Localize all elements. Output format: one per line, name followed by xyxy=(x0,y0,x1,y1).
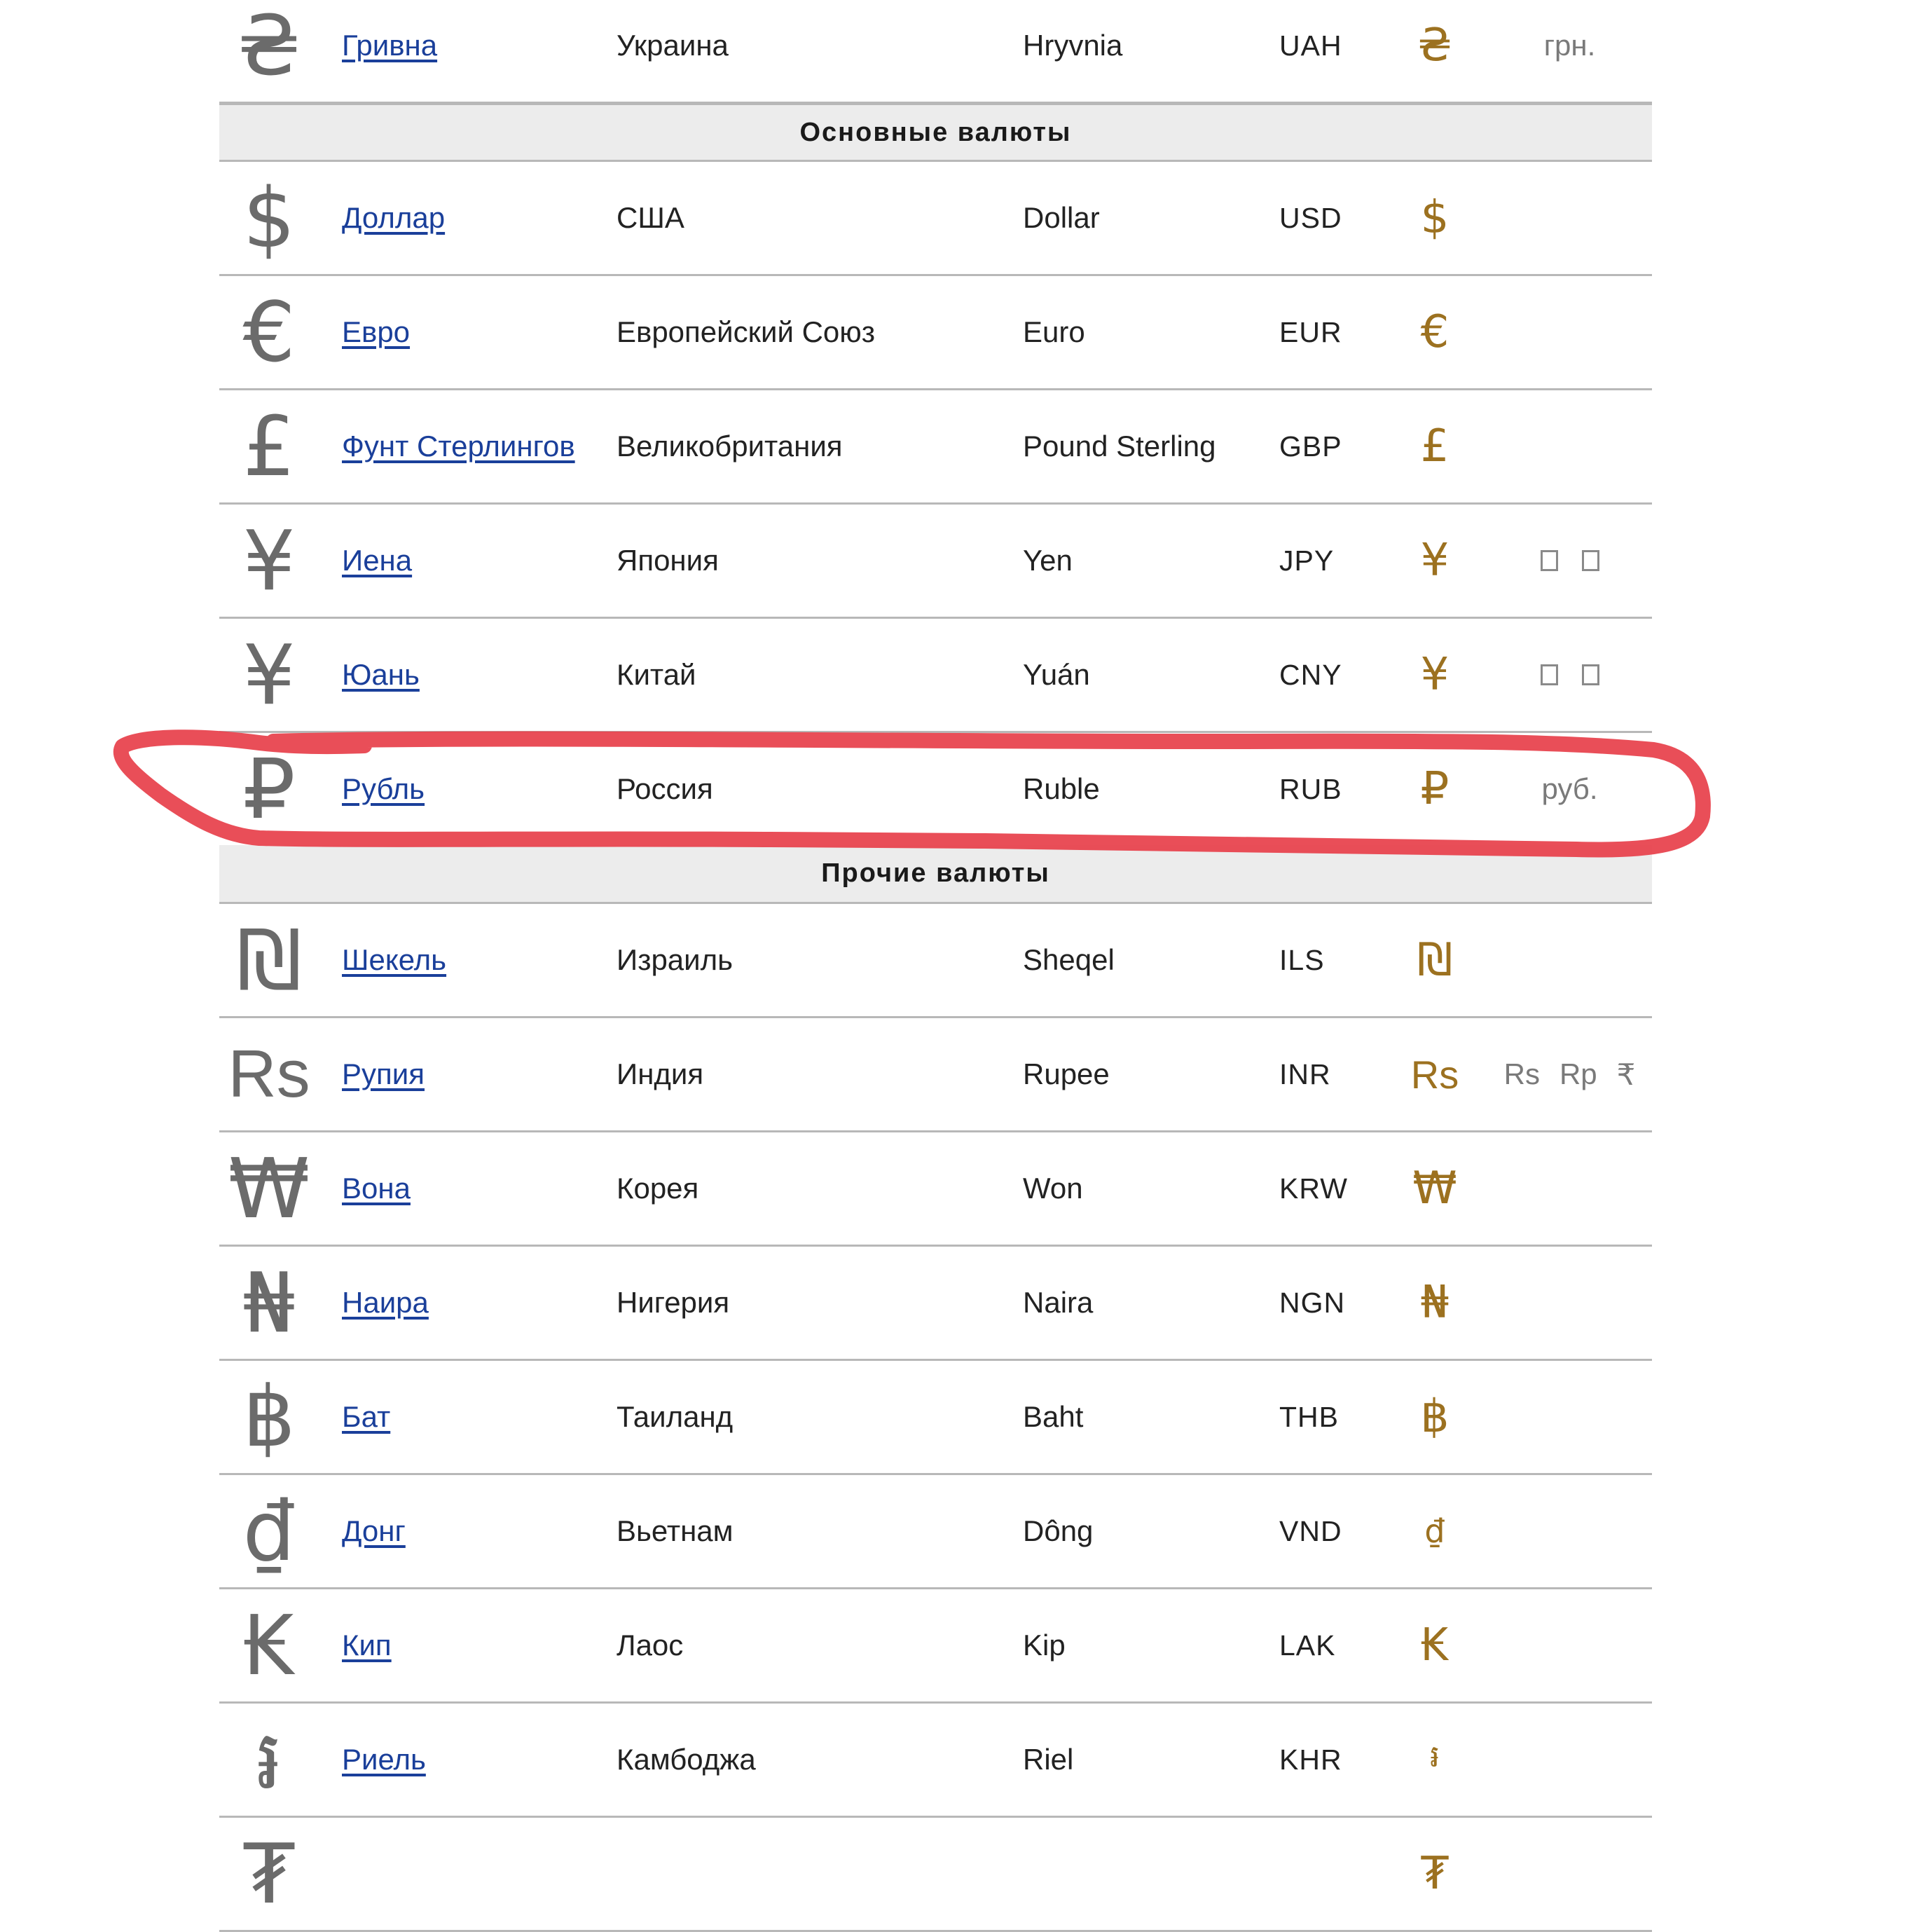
currency-link-dollar[interactable]: Доллар xyxy=(342,201,446,234)
currency-row-uah xyxy=(219,0,1652,104)
currency-country: Камбоджа xyxy=(617,1743,756,1776)
currency-link-rupee[interactable]: Рупия xyxy=(342,1057,425,1090)
currency-link-kip[interactable]: Кип xyxy=(342,1629,392,1662)
currency-english-name: Yuán xyxy=(1023,658,1090,691)
currency-link-riel[interactable]: Риель xyxy=(342,1743,426,1776)
currency-alt-abbreviation: руб. xyxy=(1541,772,1598,805)
missing-glyph-icon xyxy=(1541,664,1558,685)
currency-row-jpy xyxy=(219,505,1652,619)
hryvnia-small-icon: ₴ xyxy=(1417,20,1452,71)
currency-row-rub xyxy=(219,733,1652,847)
currency-iso-code: RUB xyxy=(1279,772,1342,805)
currency-english-name: Dollar xyxy=(1023,201,1100,234)
currency-row-ngn xyxy=(219,1247,1652,1361)
currency-country: Нигерия xyxy=(617,1286,730,1319)
currency-english-name: Riel xyxy=(1023,1743,1074,1776)
currency-english-name: Won xyxy=(1023,1172,1083,1205)
currency-english-name: Rupee xyxy=(1023,1057,1110,1090)
missing-glyph-icon xyxy=(1541,550,1558,571)
currency-iso-code: GBP xyxy=(1279,430,1342,463)
tugrik-small-icon: ₮ xyxy=(1420,1848,1450,1900)
currency-country: Япония xyxy=(617,544,719,577)
currency-english-name: Sheqel xyxy=(1023,943,1115,976)
currency-iso-code: EUR xyxy=(1279,315,1342,348)
yuan-small-icon: ¥ xyxy=(1420,649,1450,701)
currency-country: Индия xyxy=(617,1057,704,1090)
currency-link-yuan[interactable]: Юань xyxy=(342,658,420,691)
won-sign-icon: ₩ xyxy=(228,1140,310,1237)
currency-english-name: Yen xyxy=(1023,544,1073,577)
currency-row-gbp xyxy=(219,390,1652,505)
currency-link-naira[interactable]: Наира xyxy=(342,1286,429,1319)
currency-iso-code: THB xyxy=(1279,1400,1339,1433)
currency-alt-abbreviation xyxy=(1487,1132,1652,1245)
currency-alt-abbreviation: грн. xyxy=(1543,29,1596,62)
won-small-icon: ₩ xyxy=(1412,1163,1457,1214)
pound-small-icon: £ xyxy=(1420,420,1450,472)
ruble-small-icon: ₽ xyxy=(1420,763,1450,815)
dollar-small-icon: $ xyxy=(1420,192,1450,244)
currency-alt-abbreviation xyxy=(1487,1818,1652,1930)
currency-iso-code: NGN xyxy=(1279,1286,1346,1319)
currency-iso-code: USD xyxy=(1279,201,1342,234)
currency-row-inr xyxy=(219,1018,1652,1132)
currency-row-eur xyxy=(219,276,1652,390)
currency-link-hryvnia[interactable]: Гривна xyxy=(342,29,438,62)
currency-iso-code: UAH xyxy=(1279,29,1342,62)
section-header-other-currencies: Прочие валюты xyxy=(219,845,1652,904)
currency-alt-abbreviation xyxy=(1487,390,1652,502)
currency-alt-abbreviation xyxy=(1487,1475,1652,1587)
currency-row-mnt xyxy=(219,1818,1652,1932)
currency-link-baht[interactable]: Бат xyxy=(342,1400,391,1433)
sheqel-small-icon: ₪ xyxy=(1417,934,1453,986)
currency-iso-code: JPY xyxy=(1279,544,1335,577)
yen-sign-icon: ¥ xyxy=(242,512,296,609)
currency-alt-abbreviation xyxy=(1487,1361,1652,1473)
missing-glyph-boxes xyxy=(1487,619,1652,731)
riel-sign-icon: ៛ xyxy=(256,1711,282,1808)
currency-iso-code: LAK xyxy=(1279,1629,1336,1662)
baht-sign-icon: ฿ xyxy=(242,1369,296,1465)
currency-alt-abbreviation xyxy=(1487,276,1652,388)
euro-small-icon: € xyxy=(1420,306,1450,358)
currency-alt-abbreviation xyxy=(1487,1704,1652,1816)
rupee-small-icon: Rs xyxy=(1410,1052,1459,1097)
currency-country: Корея xyxy=(617,1172,699,1205)
rupee-alt-rs: Rs xyxy=(1503,1057,1540,1090)
currency-country: Таиланд xyxy=(617,1400,734,1433)
currency-english-name: Naira xyxy=(1023,1286,1094,1319)
currency-link-dong[interactable]: Донг xyxy=(342,1514,406,1547)
euro-sign-icon: € xyxy=(242,284,296,381)
baht-small-icon: ฿ xyxy=(1420,1391,1450,1443)
missing-glyph-icon xyxy=(1582,550,1599,571)
currency-link-yen[interactable]: Иена xyxy=(342,544,413,577)
sheqel-sign-icon: ₪ xyxy=(236,912,302,1008)
rupee-alt-symbols xyxy=(1487,1018,1652,1130)
currency-iso-code: ILS xyxy=(1279,943,1325,976)
currency-row-ils xyxy=(219,904,1652,1018)
currency-english-name: Pound Sterling xyxy=(1023,430,1216,463)
currency-iso-code: INR xyxy=(1279,1057,1331,1090)
currency-row-khr xyxy=(219,1704,1652,1818)
currency-link-won[interactable]: Вона xyxy=(342,1172,411,1205)
pound-sign-icon: £ xyxy=(242,398,296,495)
currency-iso-code: KRW xyxy=(1279,1172,1348,1205)
currency-iso-code: VND xyxy=(1279,1514,1342,1547)
dollar-sign-icon: $ xyxy=(242,170,296,266)
currency-iso-code: KHR xyxy=(1279,1743,1342,1776)
naira-small-icon: ₦ xyxy=(1420,1277,1450,1329)
currency-english-name: Kip xyxy=(1023,1629,1066,1662)
hryvnia-sign-icon: ₴ xyxy=(237,0,301,94)
currency-row-vnd xyxy=(219,1475,1652,1589)
riel-small-icon: ៛ xyxy=(1430,1739,1440,1774)
rupee-alt-rp: Rp xyxy=(1559,1057,1597,1090)
dong-sign-icon: ₫ xyxy=(242,1483,296,1580)
kip-small-icon: ₭ xyxy=(1420,1619,1450,1671)
currency-english-name: Ruble xyxy=(1023,772,1100,805)
section-header-main-currencies: Основные валюты xyxy=(219,103,1652,162)
naira-sign-icon: ₦ xyxy=(242,1254,296,1351)
currency-row-usd xyxy=(219,162,1652,276)
currency-alt-abbreviation xyxy=(1487,904,1652,1016)
currency-country: Лаос xyxy=(617,1629,684,1662)
yuan-sign-icon: ¥ xyxy=(242,626,296,723)
tugrik-sign-icon: ₮ xyxy=(242,1825,296,1922)
dong-small-icon: ₫ xyxy=(1424,1512,1445,1550)
currency-country: США xyxy=(617,201,684,234)
currency-english-name: Dông xyxy=(1023,1514,1094,1547)
currency-row-cny xyxy=(219,619,1652,733)
currency-row-thb xyxy=(219,1361,1652,1475)
currency-country: Великобритания xyxy=(617,430,843,463)
currency-row-krw xyxy=(219,1132,1652,1247)
rupee-sign-icon: Rs xyxy=(228,1036,310,1111)
currency-country: Европейский Союз xyxy=(617,315,876,348)
ruble-sign-icon: ₽ xyxy=(242,741,296,837)
missing-glyph-icon xyxy=(1582,664,1599,685)
currency-alt-abbreviation xyxy=(1487,1247,1652,1359)
currency-alt-abbreviation xyxy=(1487,162,1652,274)
currency-iso-code: CNY xyxy=(1279,658,1342,691)
yen-small-icon: ¥ xyxy=(1420,535,1450,587)
currency-row-lak xyxy=(219,1589,1652,1704)
currency-country: Израиль xyxy=(617,943,734,976)
currency-link-sheqel[interactable]: Шекель xyxy=(342,943,447,976)
currency-link-euro[interactable]: Евро xyxy=(342,315,411,348)
currency-country: Вьетнам xyxy=(617,1514,734,1547)
currency-country: Китай xyxy=(617,658,696,691)
currency-english-name: Baht xyxy=(1023,1400,1084,1433)
currency-english-name: Hryvnia xyxy=(1023,29,1123,62)
currency-link-ruble[interactable]: Рубль xyxy=(342,772,425,805)
currency-country: Украина xyxy=(617,29,729,62)
rupee-alt-sign-icon: ₹ xyxy=(1616,1057,1636,1091)
currency-link-pound[interactable]: Фунт Стерлингов xyxy=(342,430,575,463)
currency-english-name: Euro xyxy=(1023,315,1085,348)
missing-glyph-boxes xyxy=(1487,505,1652,617)
kip-sign-icon: ₭ xyxy=(242,1597,296,1694)
currency-country: Россия xyxy=(617,772,713,805)
currency-alt-abbreviation xyxy=(1487,1589,1652,1701)
